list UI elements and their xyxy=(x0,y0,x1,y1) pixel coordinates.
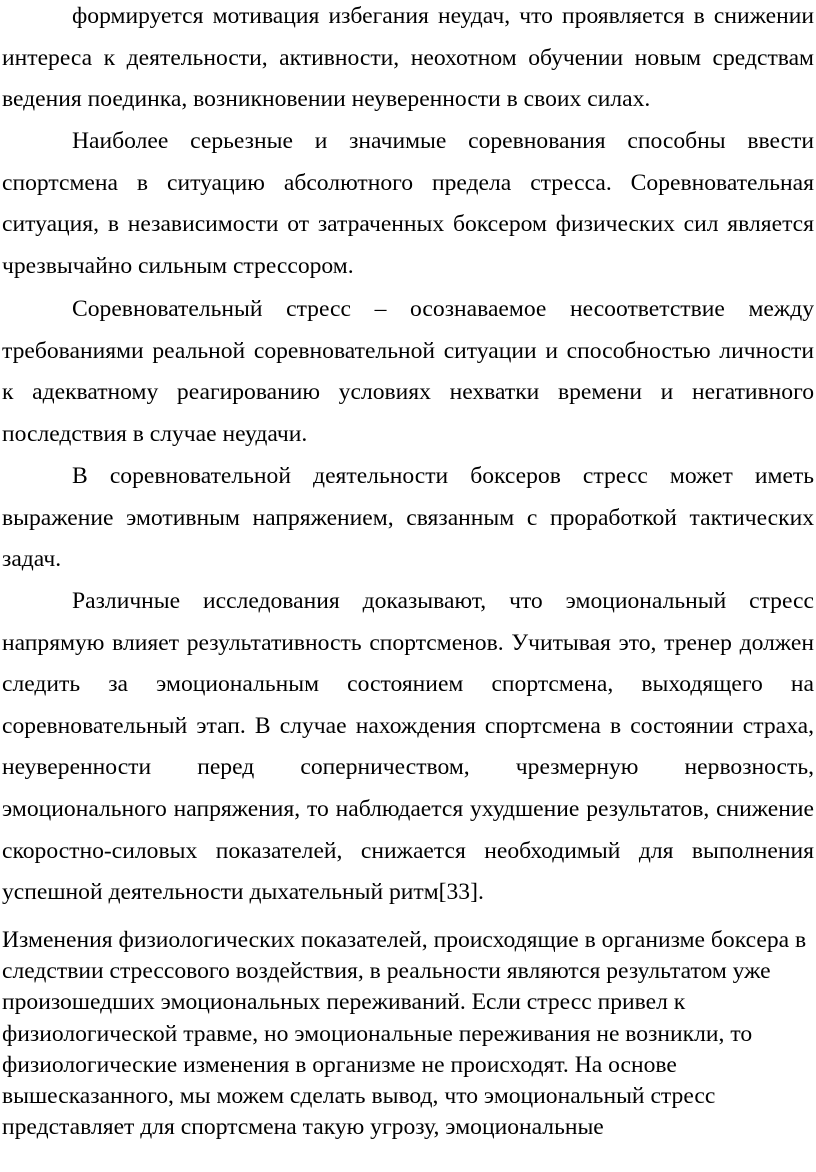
paragraph-4: В соревновательной деятельности боксеров стресс может иметь выражение эмотивным напряжением, связанным с проработкой тактических задач. xyxy=(2,463,814,573)
paragraph-2: Наиболее серьезные и значимые соревнования способны ввести спортсмена в ситуацию абсолютного предела стресса. Соревновательная ситуация, в независимости от затраченных боксером физических сил является чрезвычайно сильным стрессором. xyxy=(2,128,814,279)
paragraph-1: формируется мотивация избегания неудач, что проявляется в снижении интереса к деятельности, активности, неохотном обучении новым средствам ведения поединка, возникновении неуверенности в своих силах. xyxy=(2,3,814,113)
paragraph-5: Различные исследования доказывают, что эмоциональный стресс напрямую влияет результативность спортсменов. Учитывая это, тренер должен следить за эмоциональным состоянием спортсмена, выходящего на соревновательный этап. В случае нахождения спортсмена в состоянии страха, неуверенности перед соперничеством, чрезмерную нервозность, эмоционального напряжения, то наблюдается ухудшение результатов, снижение скоростно-силовых показателей, снижается необходимый для выполнения успешной деятельности дыхательный ритм[33]. xyxy=(2,588,814,906)
paragraph-3: Соревновательный стресс – осознаваемое несоответствие между требованиями реальной соревновательной ситуации и способностью личности к адекватному реагированию условиях нехватки времени и негативного последствия в случае неудачи. xyxy=(2,296,814,447)
paragraph-6: Изменения физиологических показателей, происходящие в организме боксера в следствии стрессового воздействия, в реальности являются результатом уже произошедших эмоциональных переживаний. Если стресс привел к физиологической травме, но эмоциональные переживания не возникли, то физиологические изменения в организме не происходят. На основе вышесказанного, мы можем сделать вывод, что эмоциональный стресс представляет для спортсмена такую угрозу, эмоциональные xyxy=(2,927,807,1141)
